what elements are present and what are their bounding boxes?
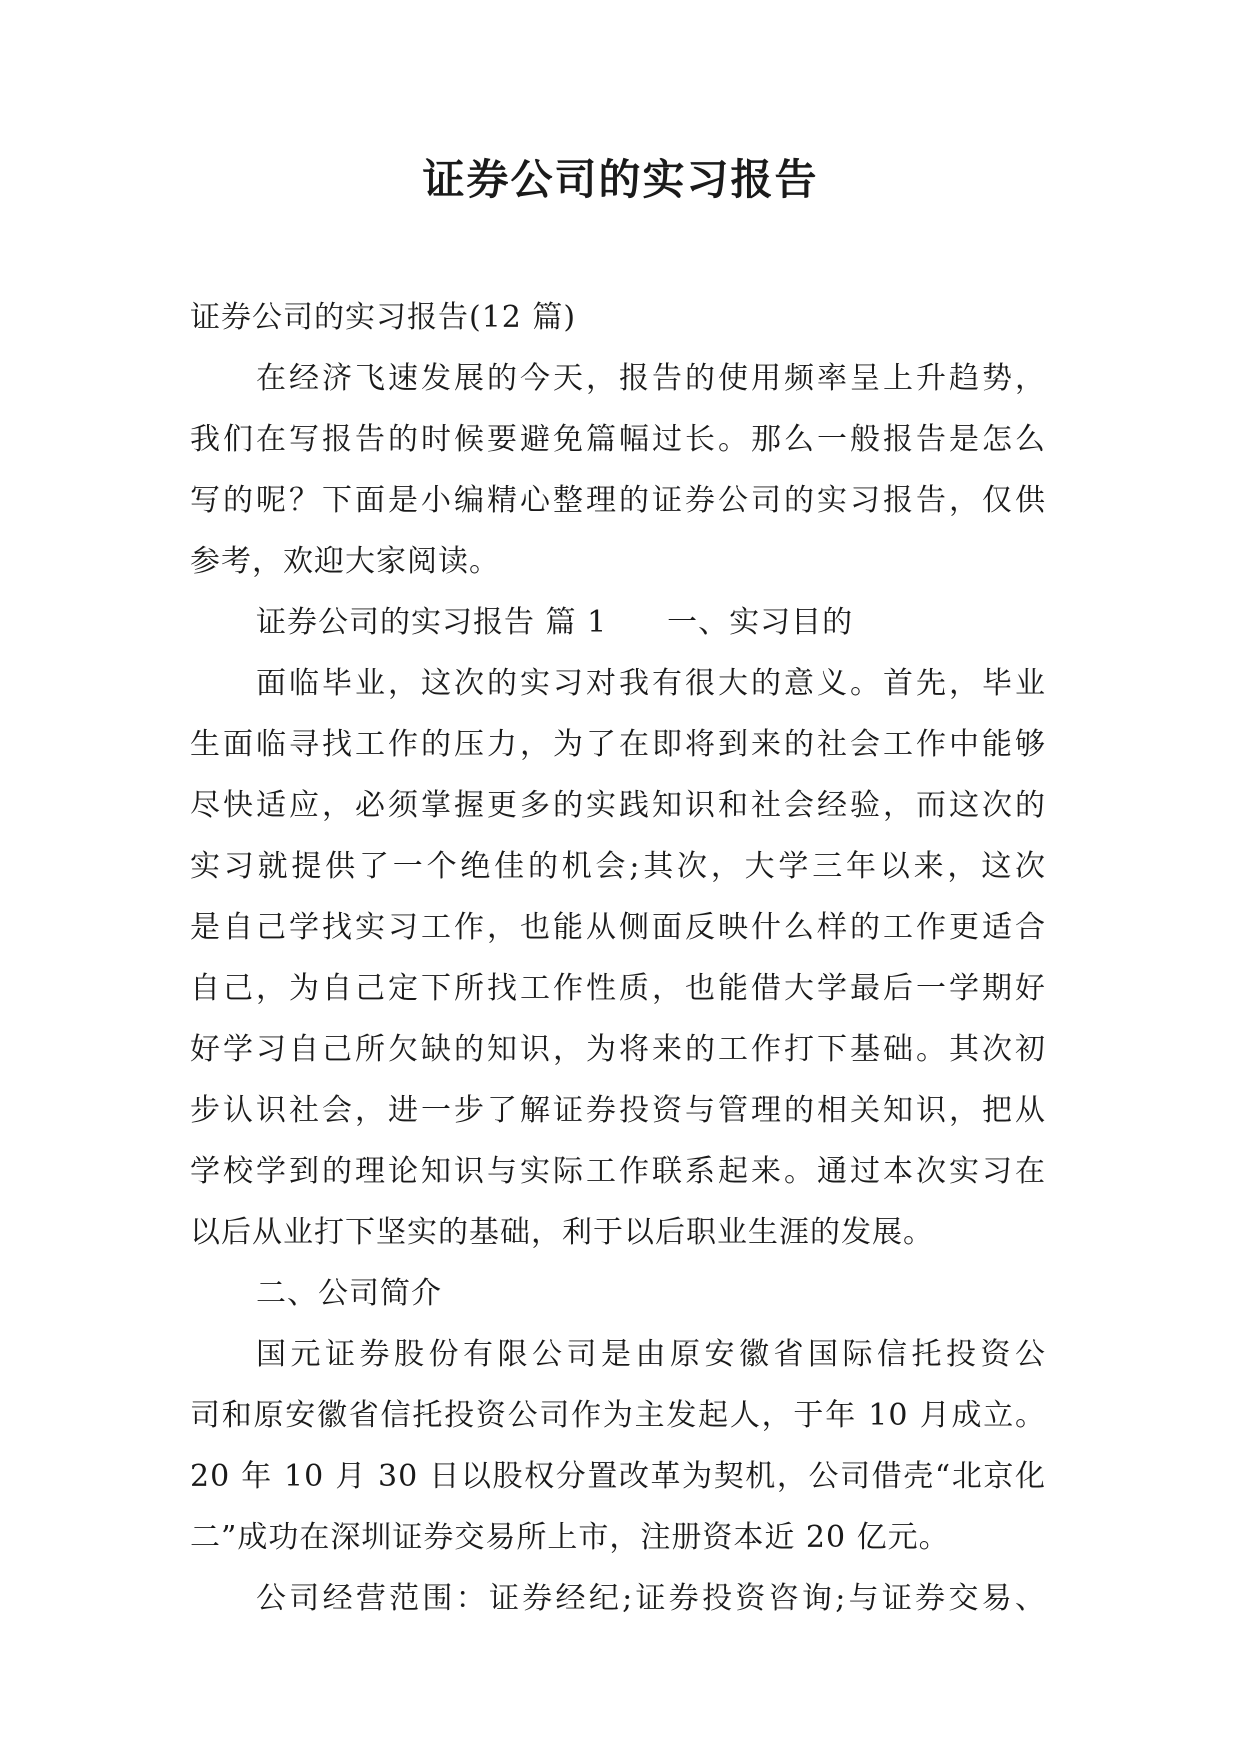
- document-title: 证券公司的实习报告: [422, 155, 819, 204]
- paragraph-line: 以后从业打下坚实的基础，利于以后职业生涯的发展。: [190, 1215, 934, 1250]
- paragraph-line: 生面临寻找工作的压力，为了在即将到来的社会工作中能够: [190, 727, 1046, 762]
- paragraph-line: 我们在写报告的时候要避免篇幅过长。那么一般报告是怎么: [190, 422, 1046, 457]
- section-heading-company: 二、公司简介: [256, 1276, 442, 1311]
- paragraph-line: 司和原安徽省信托投资公司作为主发起人，于年 10 月成立。: [190, 1398, 1046, 1433]
- paragraph-line: 在经济飞速发展的今天，报告的使用频率呈上升趋势，: [256, 361, 1046, 396]
- section-heading-purpose: 一、实习目的: [667, 605, 854, 640]
- paragraph-line: 是自己学找实习工作，也能从侧面反映什么样的工作更适合: [190, 910, 1046, 945]
- paragraph-line: 参考，欢迎大家阅读。: [190, 544, 500, 579]
- paragraph-line: 面临毕业，这次的实习对我有很大的意义。首先，毕业: [256, 666, 1046, 701]
- chapter-heading: 证券公司的实习报告 篇 1: [256, 605, 608, 640]
- paragraph-line: 20 年 10 月 30 日以股权分置改革为契机，公司借壳“北京化: [190, 1459, 1046, 1494]
- paragraph-line: 实习就提供了一个绝佳的机会;其次，大学三年以来，这次: [190, 849, 1046, 884]
- paragraph-line: 自己，为自己定下所找工作性质，也能借大学最后一学期好: [190, 971, 1046, 1006]
- paragraph-line: 公司经营范围：证券经纪;证券投资咨询;与证券交易、: [256, 1581, 1046, 1616]
- paragraph-line: 学校学到的理论知识与实际工作联系起来。通过本次实习在: [190, 1154, 1046, 1189]
- document-subtitle: 证券公司的实习报告(12 篇): [190, 300, 577, 335]
- paragraph-line: 写的呢？下面是小编精心整理的证券公司的实习报告，仅供: [190, 483, 1046, 518]
- document-body: [190, 287, 1046, 1629]
- paragraph-line: 步认识社会，进一步了解证券投资与管理的相关知识，把从: [190, 1093, 1046, 1128]
- section-heading-line: [190, 592, 1046, 653]
- paragraph-line: 国元证券股份有限公司是由原安徽省国际信托投资公: [256, 1337, 1046, 1372]
- paragraph-line: 好学习自己所欠缺的知识，为将来的工作打下基础。其次初: [190, 1032, 1046, 1067]
- paragraph-line: 尽快适应，必须掌握更多的实践知识和社会经验，而这次的: [190, 788, 1046, 823]
- paragraph-line: 二”成功在深圳证券交易所上市，注册资本近 20 亿元。: [190, 1520, 950, 1555]
